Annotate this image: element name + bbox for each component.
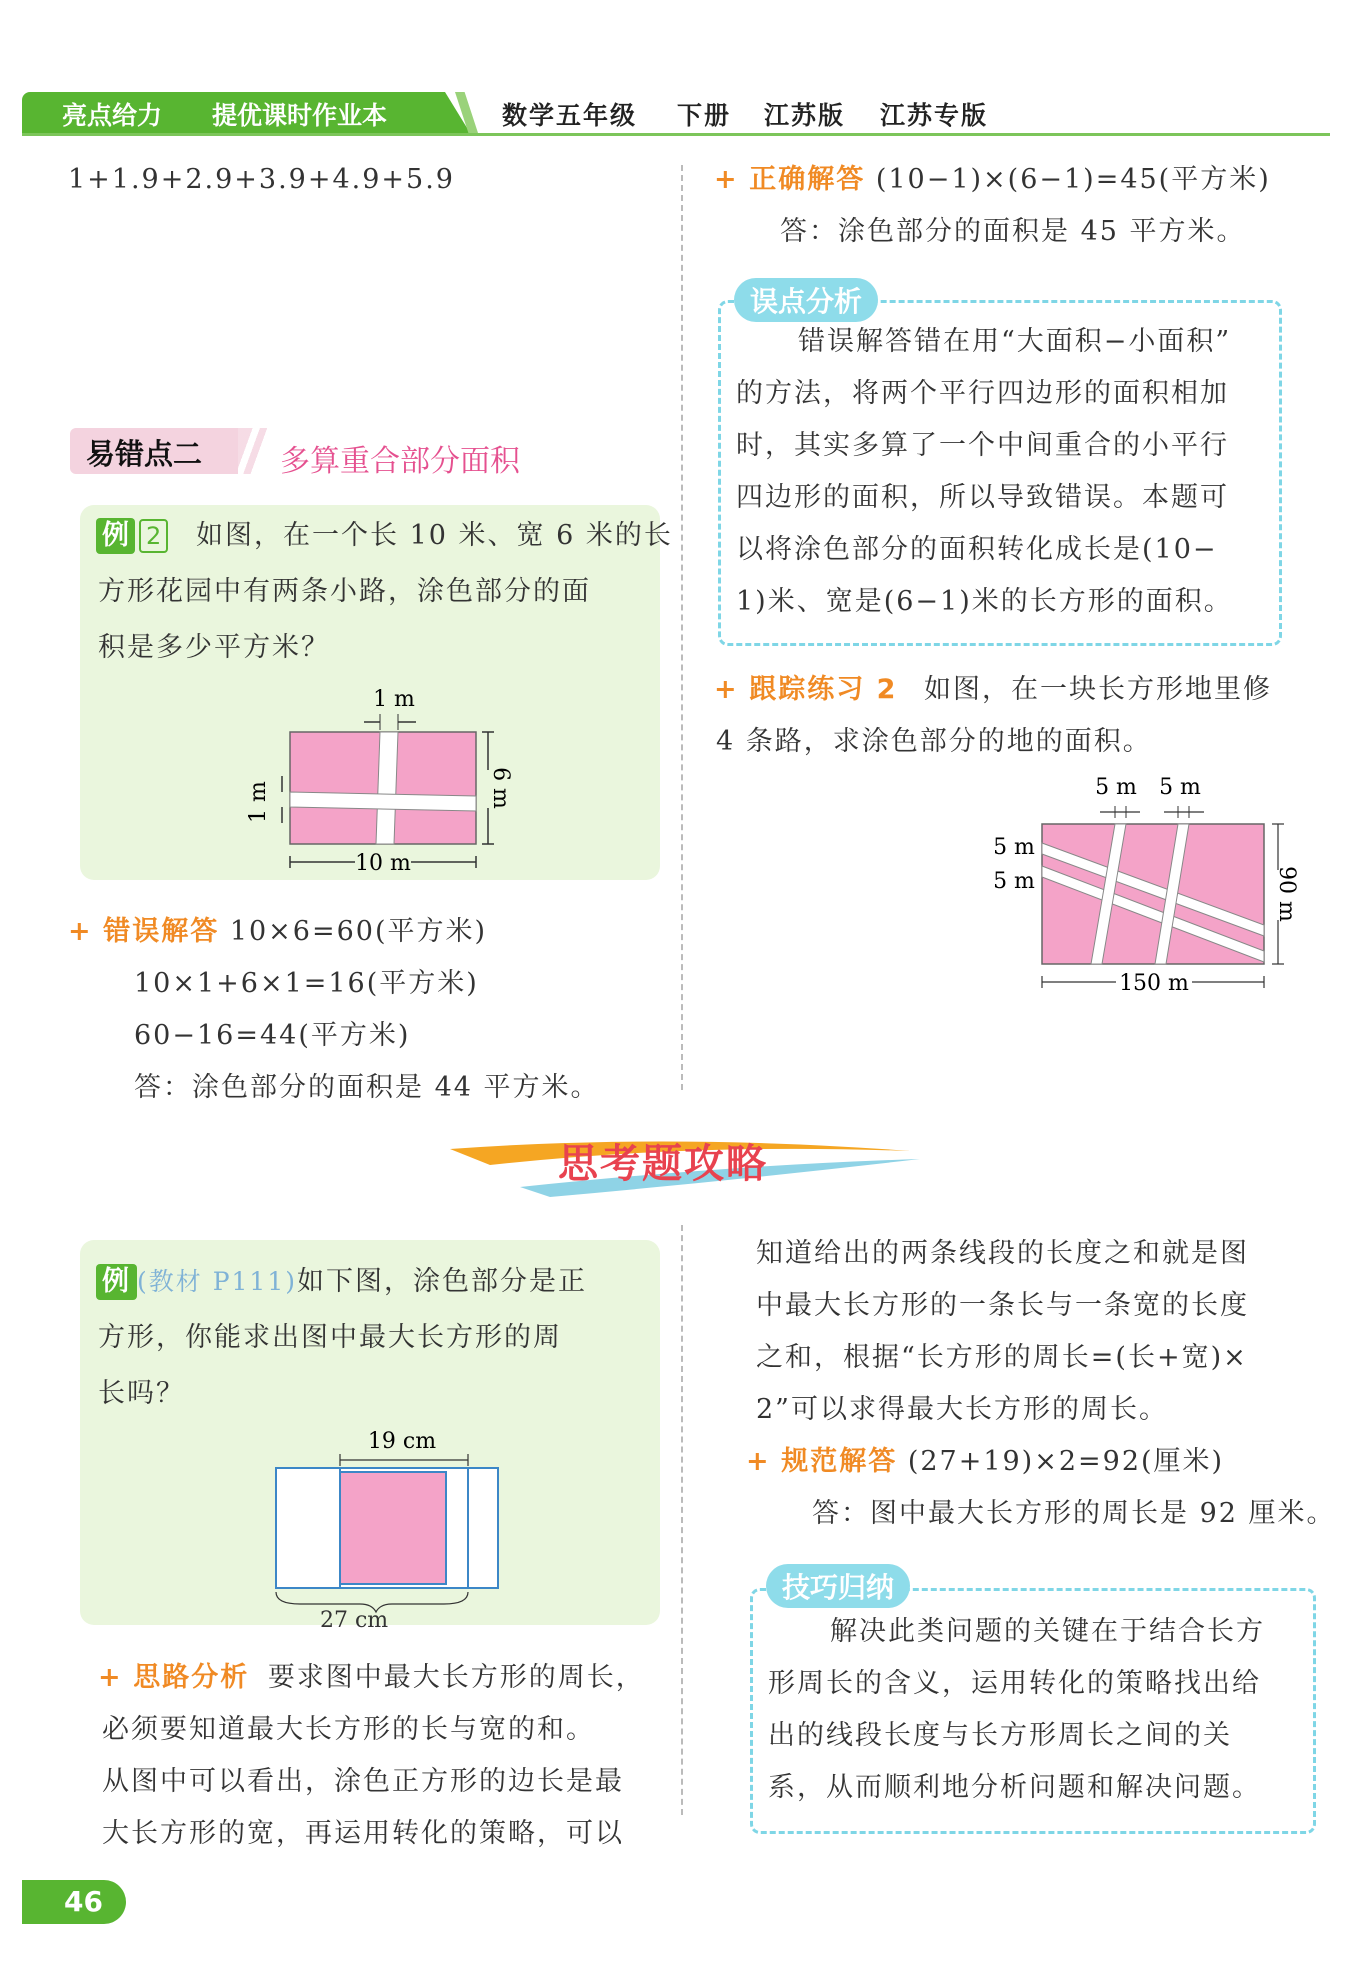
example-textbook-badge: 例: [96, 1264, 137, 1300]
tips-title: 技巧归纳: [766, 1564, 910, 1608]
example-textbook-line-3: 长吗？: [98, 1378, 185, 1409]
header-grade: 数学五年级: [502, 101, 638, 130]
example2-badge-wrap: [96, 518, 168, 554]
correct-answer-line-1: [714, 154, 1271, 206]
header-volume: 下册: [677, 101, 732, 130]
wrong-answer-step-3: 60−16=44(平方米): [134, 1020, 411, 1051]
practice2-right-label: 90 m: [1274, 866, 1299, 922]
right-bottom-line-3: 之和，根据“长方形的周长=(长+宽)×: [756, 1342, 1248, 1373]
page-number: 46: [22, 1880, 126, 1924]
thinking-line-1: [98, 1652, 645, 1704]
wrong-answer-line-1: [68, 906, 487, 958]
error-analysis-line-6: 1)米、宽是(6−1)米的长方形的面积。: [736, 586, 1233, 617]
error-analysis-line-3: 时，其实多算了一个中间重合的小平行: [736, 430, 1229, 461]
example-textbook-bottom-label: 27 cm: [320, 1608, 389, 1633]
example-textbook-text-1: 如下图，涂色部分是正: [297, 1266, 587, 1297]
error-point-tag-text: 易错点二: [86, 437, 203, 471]
wrong-answer-step-2: 10×1+6×1=16(平方米): [134, 968, 479, 999]
tips-line-2: 形周长的含义，运用转化的策略找出给: [768, 1668, 1261, 1699]
error-analysis-line-2: 的方法，将两个平行四边形的面积相加: [736, 378, 1229, 409]
standard-answer-line-1: [746, 1436, 1224, 1488]
standard-answer-formula: (27+19)×2=92(厘米): [907, 1446, 1225, 1477]
example-textbook-line-2: 方形，你能求出图中最大长方形的周: [98, 1322, 562, 1353]
example2-right-label: 6 m: [488, 767, 513, 809]
thinking-text-1: 要求图中最大长方形的周长，: [267, 1662, 645, 1693]
wrong-answer-step-1: 10×6=60(平方米): [229, 916, 488, 947]
example-textbook-top-label: 19 cm: [367, 1429, 437, 1454]
thinking-line-4: 大长方形的宽，再运用转化的策略，可以: [102, 1818, 624, 1849]
example2-number: 2: [139, 519, 168, 553]
practice2-bottom-label: 150 m: [1119, 971, 1189, 996]
right-bottom-line-1: 知道给出的两条线段的长度之和就是图: [756, 1238, 1249, 1269]
example2-badge: 例: [96, 518, 135, 554]
standard-answer-conclusion: 答：图中最大长方形的周长是 92 厘米。: [812, 1498, 1336, 1529]
example-textbook-figure: [260, 1420, 500, 1620]
error-analysis-line-5: 以将涂色部分的面积转化成长是(10−: [736, 534, 1218, 565]
shaded-square: [340, 1472, 446, 1584]
error-analysis-line-1: 错误解答错在用“大面积−小面积”: [798, 326, 1232, 357]
error-analysis-title: 误点分析: [734, 278, 878, 322]
plus-icon: +: [746, 1446, 771, 1477]
practice2-text-1: 如图，在一块长方形地里修: [924, 674, 1272, 705]
error-point-tag-stripes: [238, 428, 270, 474]
thinking-line-2: 必须要知道最大长方形的长与宽的和。: [102, 1714, 595, 1745]
example2-figure: [230, 680, 513, 880]
column-divider-bottom: [681, 1225, 683, 1815]
example2-top-label: 1 m: [373, 687, 415, 712]
tips-line-4: 系，从而顺利地分析问题和解决问题。: [768, 1772, 1261, 1803]
plus-icon: +: [68, 916, 93, 947]
example2-bottom-label: 10 m: [355, 851, 411, 876]
plus-icon: +: [98, 1662, 123, 1693]
plus-icon: +: [714, 674, 739, 705]
tips-line-1: 解决此类问题的关键在于结合长方: [830, 1616, 1265, 1647]
practice2-figure: [990, 770, 1300, 1000]
correct-answer-conclusion: 答：涂色部分的面积是 45 平方米。: [780, 216, 1246, 247]
header-rule: [22, 133, 1330, 136]
practice2-line-1: [714, 664, 1272, 716]
formula-line: 1+1.9+2.9+3.9+4.9+5.9: [68, 164, 455, 195]
right-bottom-line-4: 2”可以求得最大长方形的周长。: [756, 1394, 1168, 1425]
header-title: 提优课时作业本: [212, 101, 388, 130]
plus-icon: +: [714, 164, 739, 195]
practice2-label: 跟踪练习 2: [749, 674, 898, 705]
vertical-path: [376, 732, 398, 844]
standard-answer-label: 规范解答: [781, 1446, 898, 1477]
practice2-left-label-b: 5 m: [993, 869, 1035, 894]
practice2-top-label-b: 5 m: [1159, 775, 1201, 800]
example2-line-2: 方形花园中有两条小路，涂色部分的面: [98, 576, 591, 607]
correct-answer-formula: (10−1)×(6−1)=45(平方米): [875, 164, 1271, 195]
example-textbook-line-1: [96, 1256, 587, 1308]
wrong-answer-conclusion: 答：涂色部分的面积是 44 平方米。: [134, 1072, 600, 1103]
error-analysis-line-4: 四边形的面积，所以导致错误。本题可: [736, 482, 1229, 513]
header-special: 江苏专版: [880, 101, 989, 130]
practice2-top-label-a: 5 m: [1095, 775, 1137, 800]
right-bottom-line-2: 中最大长方形的一条长与一条宽的长度: [756, 1290, 1249, 1321]
practice2-left-label-a: 5 m: [993, 835, 1035, 860]
correct-answer-label: 正确解答: [749, 164, 866, 195]
example2-line-3: 积是多少平方米？: [98, 632, 330, 663]
wrong-answer-label: 错误解答: [103, 916, 220, 947]
header-series: 亮点给力: [62, 101, 163, 130]
example-textbook-ref: (教材 P111): [137, 1267, 297, 1296]
section-title: 思考题攻略: [558, 1141, 768, 1187]
example2-line-1: 如图，在一个长 10 米、宽 6 米的长: [196, 520, 673, 551]
header-edition: 江苏版: [764, 101, 846, 130]
thinking-line-3: 从图中可以看出，涂色正方形的边长是最: [102, 1766, 624, 1797]
example2-left-label: 1 m: [246, 781, 271, 823]
column-divider-top: [681, 165, 683, 1090]
tips-line-3: 出的线段长度与长方形周长之间的关: [768, 1720, 1232, 1751]
error-point-title: 多算重合部分面积: [280, 444, 520, 479]
thinking-label: 思路分析: [133, 1662, 250, 1693]
practice2-line-2: 4 条路，求涂色部分的地的面积。: [716, 726, 1152, 757]
